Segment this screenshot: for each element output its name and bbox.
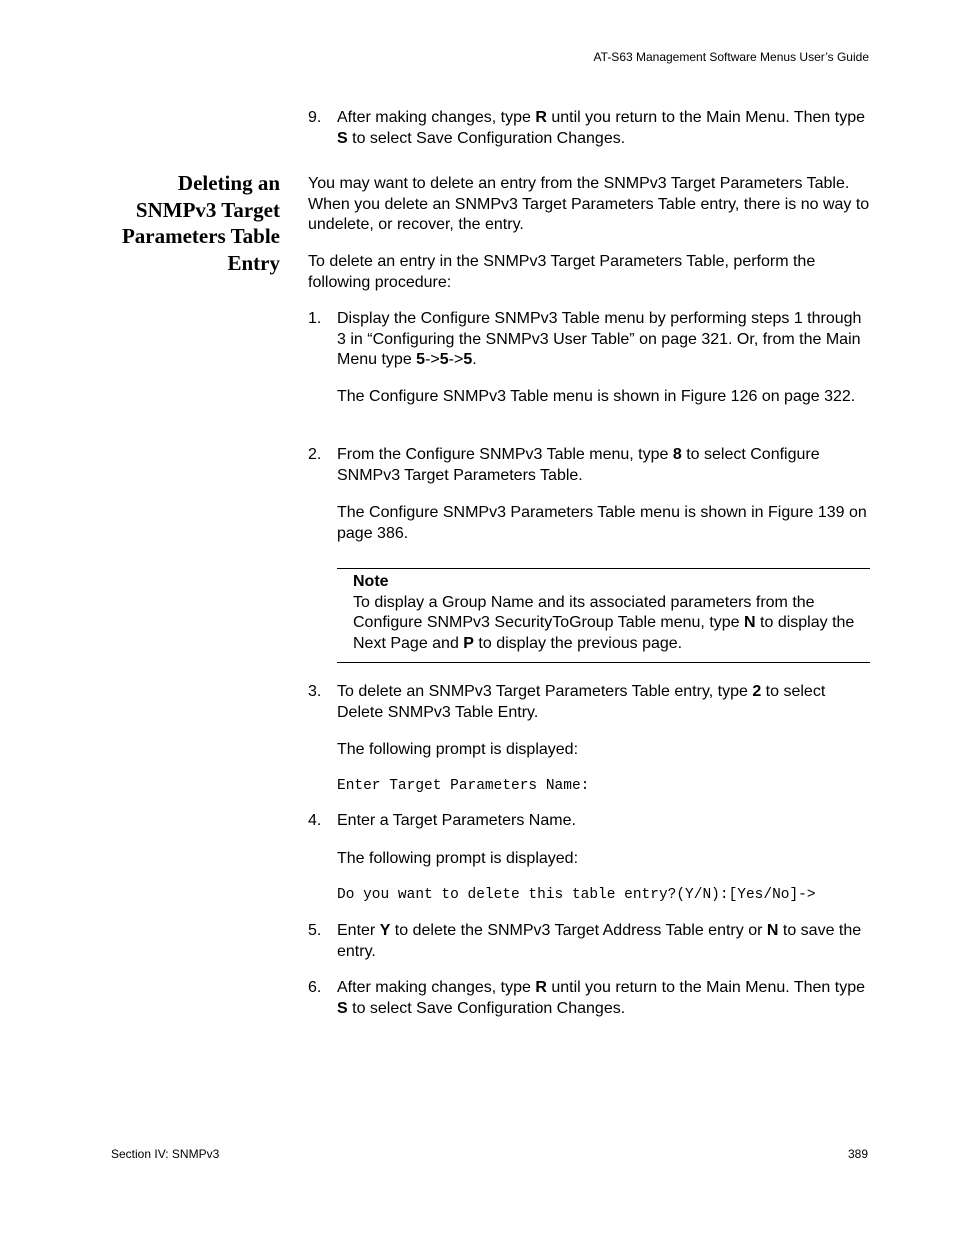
step-text: Enter a Target Parameters Name. xyxy=(337,812,576,829)
step-number: 1. xyxy=(308,310,322,327)
list-item xyxy=(308,811,870,832)
step-subparagraph: The Configure SNMPv3 Table menu is shown in Figure 126 on page 322. xyxy=(337,388,856,405)
key-2: 2 xyxy=(752,683,762,700)
section-heading xyxy=(80,170,280,276)
step-text: Enter xyxy=(337,922,380,939)
step-3-sub xyxy=(308,740,870,761)
step-2-sub xyxy=(308,503,870,544)
running-header: AT-S63 Management Software Menus User’s Guide xyxy=(593,50,869,64)
key-5: 5 xyxy=(416,351,426,368)
note-text-part: to display the Next Page and xyxy=(353,614,855,652)
step-text: After making changes, type xyxy=(337,979,536,996)
heading-line-1: Deleting an xyxy=(177,171,280,195)
key-y: Y xyxy=(379,922,391,939)
step-1-sub xyxy=(308,387,870,408)
page-number: 389 xyxy=(847,1147,868,1161)
step-text: After making changes, type xyxy=(337,109,536,126)
step-4-sub xyxy=(308,849,870,870)
step-text: to select Configure SNMPv3 Target Parameters Table. xyxy=(337,446,820,484)
step-number: 5. xyxy=(308,922,322,939)
step-text: to save the entry. xyxy=(337,922,862,960)
step-6 xyxy=(308,978,870,1019)
note-text-part: to display the previous page. xyxy=(473,634,683,652)
key-5: 5 xyxy=(439,351,449,368)
heading-line-3: Parameters Table xyxy=(121,224,280,248)
step-number: 3. xyxy=(308,683,322,700)
step-4-code xyxy=(308,885,870,905)
note-title: Note xyxy=(353,573,389,590)
step-number: 6. xyxy=(308,979,322,996)
note-box xyxy=(337,568,870,663)
step-subparagraph: The following prompt is displayed: xyxy=(337,850,579,867)
list-item xyxy=(308,309,870,371)
footer-section: Section IV: SNMPv3 xyxy=(111,1147,220,1161)
step-text: to select Delete SNMPv3 Table Entry. xyxy=(337,683,826,721)
note-text xyxy=(353,593,870,655)
step-text: to delete the SNMPv3 Target Address Table entry or xyxy=(390,922,767,939)
key-r: R xyxy=(535,109,547,126)
key-n: N xyxy=(766,922,779,939)
key-s: S xyxy=(337,999,348,1017)
step-1 xyxy=(308,309,870,371)
step-4 xyxy=(308,811,870,832)
list-item xyxy=(308,108,870,149)
step-text: to select Save Configuration Changes. xyxy=(347,129,626,147)
arrow-separator: -> xyxy=(425,351,440,368)
step-number: 2. xyxy=(308,446,322,463)
step-3-code xyxy=(308,776,870,796)
key-5: 5 xyxy=(463,351,473,368)
step-text: until you return to the Main Menu. Then type xyxy=(546,109,865,126)
list-item xyxy=(308,978,870,1019)
step-9 xyxy=(308,108,870,149)
step-5 xyxy=(308,921,870,962)
list-item xyxy=(308,445,870,486)
step-text: From the Configure SNMPv3 Table menu, type xyxy=(337,446,673,463)
step-2 xyxy=(308,445,870,486)
step-text: until you return to the Main Menu. Then type xyxy=(546,979,865,996)
key-n: N xyxy=(744,614,756,631)
step-text: Display the Configure SNMPv3 Table menu by performing steps 1 through 3 in “Configuring the SNMPv3 User Table” on page 321. Or, from the Main Menu type xyxy=(337,310,862,368)
key-r: R xyxy=(535,979,547,996)
list-item xyxy=(308,682,870,723)
heading-line-4: Entry xyxy=(227,250,280,275)
step-text: To delete an SNMPv3 Target Parameters Table entry, type xyxy=(337,683,753,700)
step-number: 4. xyxy=(308,812,322,829)
intro-paragraph-2: To delete an entry in the SNMPv3 Target Parameters Table, perform the following procedure: xyxy=(308,253,816,291)
console-prompt: Enter Target Parameters Name: xyxy=(337,778,590,794)
key-s: S xyxy=(337,129,348,147)
step-3 xyxy=(308,682,870,723)
console-prompt: Do you want to delete this table entry?(Y/N):[Yes/No]-> xyxy=(337,887,816,903)
heading-line-2: SNMPv3 Target xyxy=(135,197,280,222)
step-subparagraph: The Configure SNMPv3 Parameters Table menu is shown in Figure 139 on page 386. xyxy=(337,504,867,542)
list-item xyxy=(308,921,870,962)
key-8: 8 xyxy=(672,446,682,463)
step-number: 9. xyxy=(308,109,322,126)
key-p: P xyxy=(463,634,474,652)
arrow-separator: -> xyxy=(448,351,464,368)
intro-paragraph-1: You may want to delete an entry from the SNMPv3 Target Parameters Table. When you delete an SNMPv3 Target Parameters Table entry, there is no way to undelete, or recover, the entry. xyxy=(308,175,870,233)
step-subparagraph: The following prompt is displayed: xyxy=(337,741,579,758)
step-text: . xyxy=(472,351,477,368)
step-text: to select Save Configuration Changes. xyxy=(347,999,626,1017)
note-text-part: To display a Group Name and its associated parameters from the Configure SNMPv3 SecurityToGroup Table menu, type xyxy=(353,593,815,631)
